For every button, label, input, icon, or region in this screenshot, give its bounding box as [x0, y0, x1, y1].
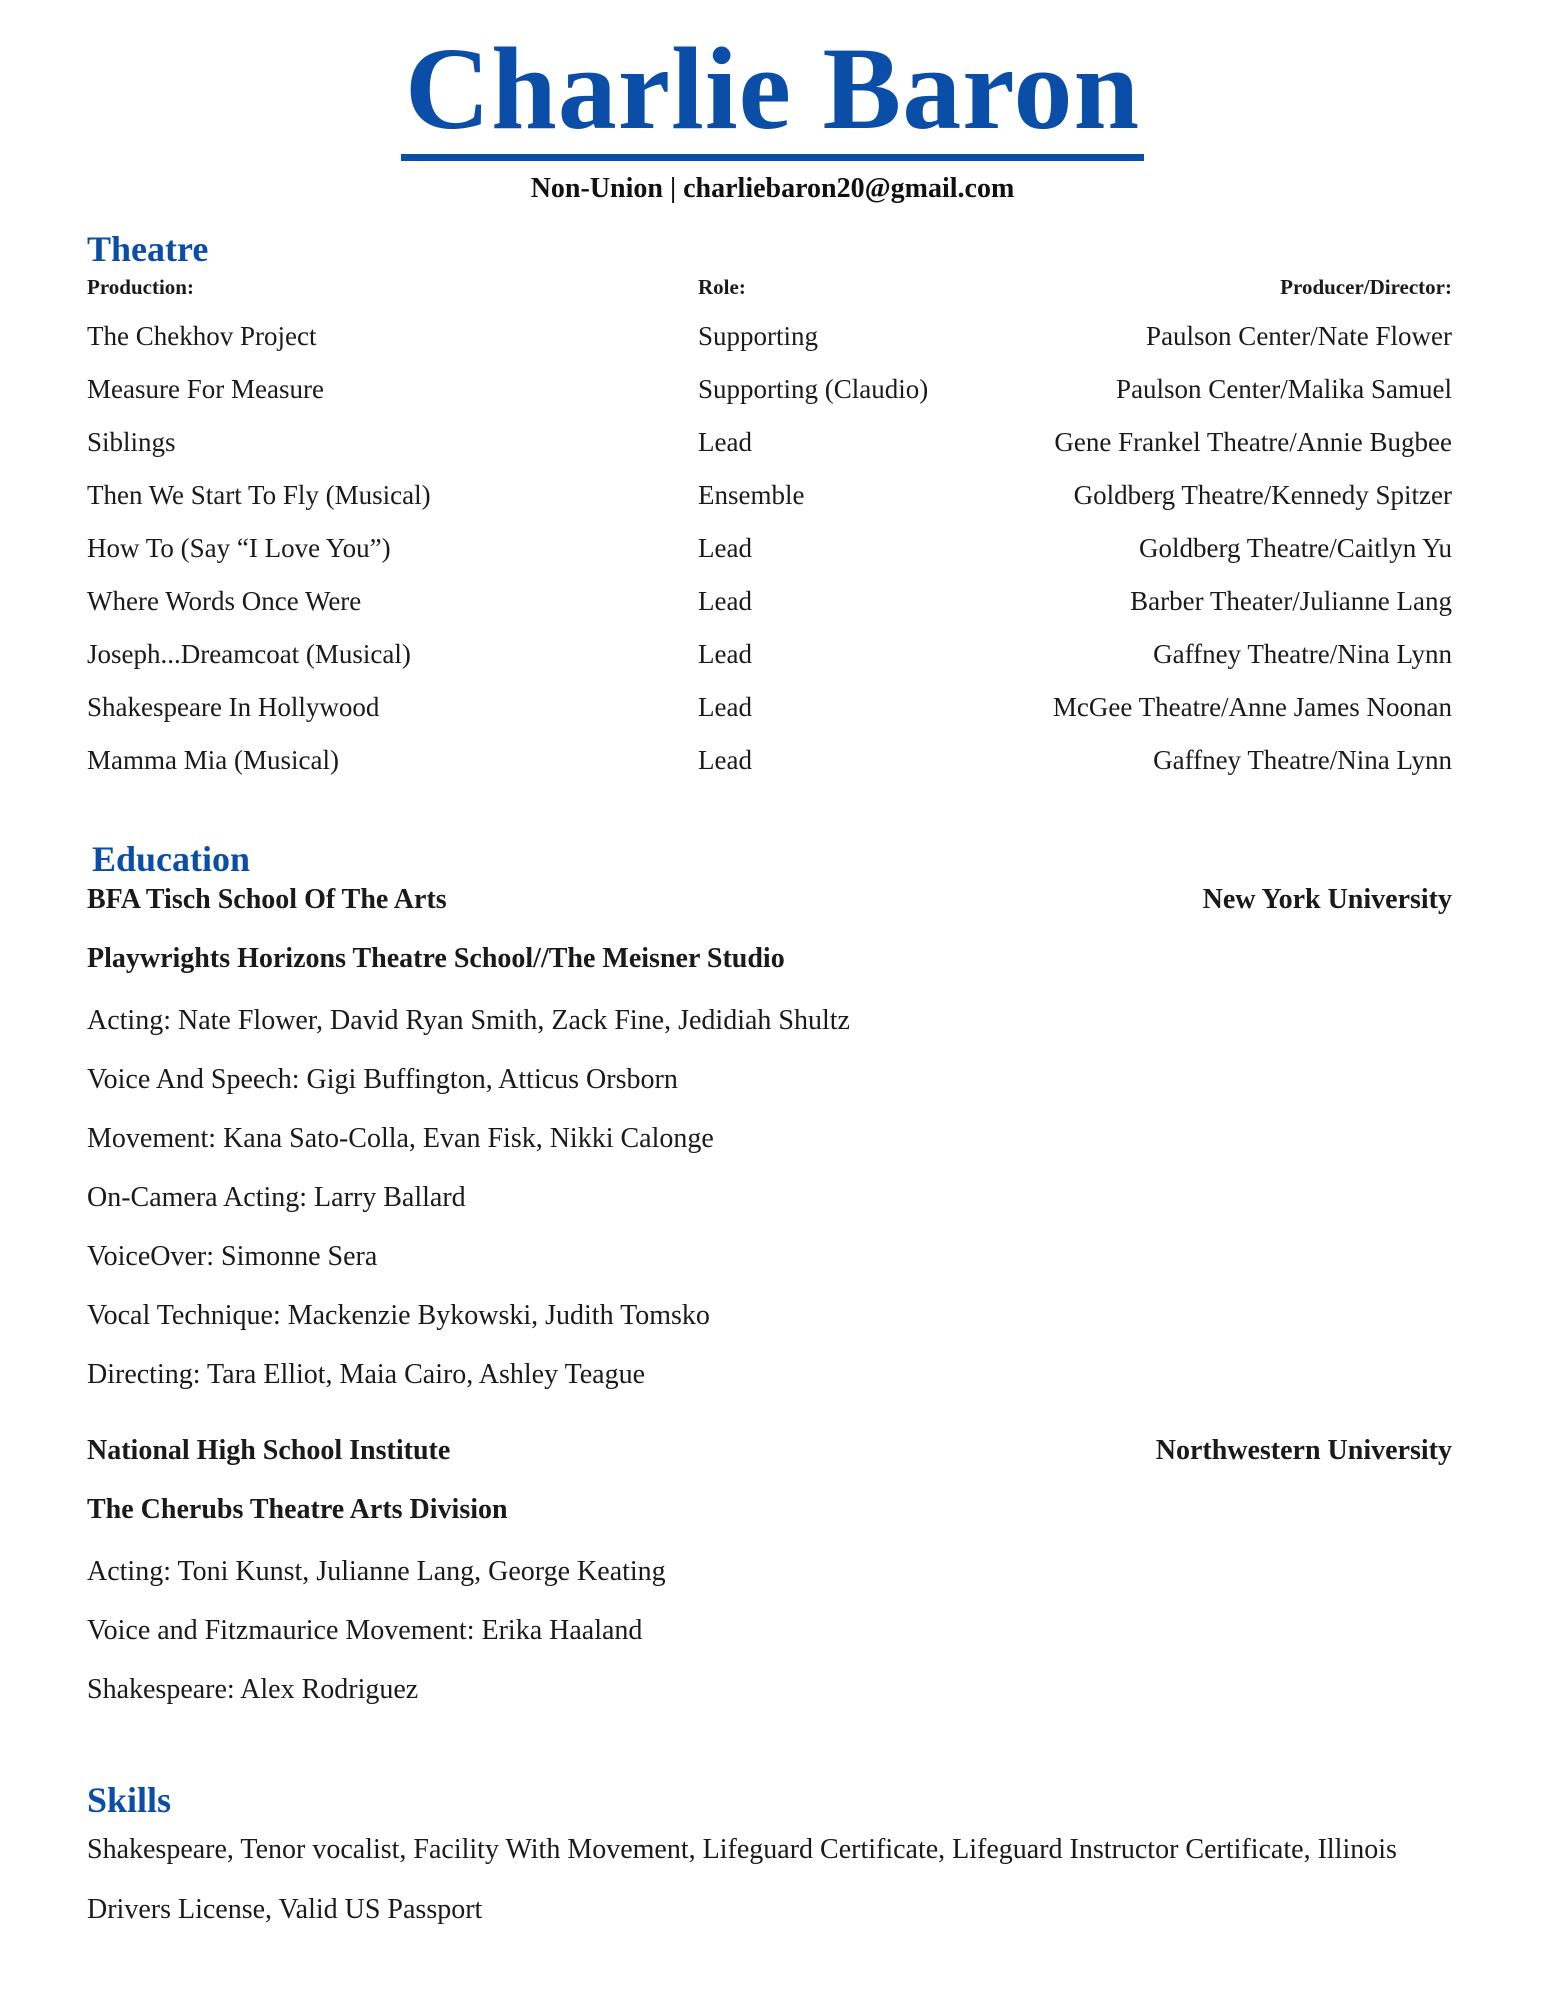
- table-row: [87, 474, 1452, 527]
- list-item: Voice And Speech: Gigi Buffington, Atticus Orsborn: [87, 1064, 678, 1095]
- skills-heading: Skills: [87, 1780, 172, 1820]
- northwestern-division: The Cherubs Theatre Arts Division: [87, 1494, 508, 1525]
- director-cell: Paulson Center/Malika Samuel: [1116, 374, 1452, 404]
- role-cell: Lead: [698, 586, 752, 616]
- resume-header: [0, 23, 1545, 205]
- production-cell: Siblings: [87, 427, 176, 457]
- nyu-program: BFA Tisch School Of The Arts: [87, 884, 447, 915]
- role-cell: Lead: [698, 639, 752, 669]
- production-cell: The Chekhov Project: [87, 321, 317, 351]
- table-row: [87, 739, 1452, 792]
- list-item: Directing: Tara Elliot, Maia Cairo, Ashley Teague: [87, 1359, 646, 1390]
- role-cell: Ensemble: [698, 480, 805, 510]
- role-cell: Lead: [698, 533, 752, 563]
- production-cell: Joseph...Dreamcoat (Musical): [87, 639, 411, 669]
- production-cell: Measure For Measure: [87, 374, 324, 404]
- director-cell: McGee Theatre/Anne James Noonan: [1052, 692, 1452, 722]
- list-item: Voice and Fitzmaurice Movement: Erika Haaland: [87, 1615, 643, 1646]
- theatre-credits-table: [87, 315, 1452, 792]
- table-row: [87, 315, 1452, 368]
- skills-list: Shakespeare, Tenor vocalist, Facility With Movement, Lifeguard Certificate, Lifeguard Instructor Certificate, Illinois Drivers License, Valid US Passport: [87, 1834, 1397, 1925]
- northwestern-school: Northwestern University: [1155, 1435, 1452, 1466]
- list-item: On-Camera Acting: Larry Ballard: [87, 1182, 466, 1213]
- list-item: Vocal Technique: Mackenzie Bykowski, Judith Tomsko: [87, 1300, 710, 1331]
- role-cell: Lead: [698, 427, 752, 457]
- contact-line: Non-Union | charliebaron20@gmail.com: [530, 173, 1015, 204]
- table-row: [87, 686, 1452, 739]
- role-cell: Supporting: [698, 321, 819, 351]
- role-cell: Supporting (Claudio): [698, 374, 929, 404]
- role-cell: Lead: [698, 745, 752, 775]
- director-cell: Paulson Center/Nate Flower: [1146, 321, 1452, 351]
- list-item: Shakespeare: Alex Rodriguez: [87, 1674, 419, 1705]
- list-item: Acting: Nate Flower, David Ryan Smith, Zack Fine, Jedidiah Shultz: [87, 1005, 850, 1036]
- production-cell: Shakespeare In Hollywood: [87, 692, 380, 722]
- list-item: VoiceOver: Simonne Sera: [87, 1241, 378, 1272]
- list-item: Acting: Toni Kunst, Julianne Lang, George Keating: [87, 1556, 666, 1587]
- production-cell: Mamma Mia (Musical): [87, 745, 339, 775]
- table-row: [87, 580, 1452, 633]
- education-heading: Education: [92, 839, 251, 879]
- table-row: [87, 633, 1452, 686]
- actor-name: Charlie Baron: [401, 30, 1144, 161]
- director-cell: Goldberg Theatre/Kennedy Spitzer: [1073, 480, 1452, 510]
- nyu-studio: Playwrights Horizons Theatre School//The Meisner Studio: [87, 943, 785, 974]
- director-cell: Gaffney Theatre/Nina Lynn: [1153, 745, 1452, 775]
- production-cell: Where Words Once Were: [87, 586, 362, 616]
- role-cell: Lead: [698, 692, 752, 722]
- nyu-training-list: [87, 1001, 850, 1414]
- nyu-school: New York University: [1202, 884, 1452, 915]
- production-cell: Then We Start To Fly (Musical): [87, 480, 431, 510]
- table-row: [87, 368, 1452, 421]
- northwestern-training-list: [87, 1552, 666, 1729]
- table-row: [87, 421, 1452, 474]
- role-column-header: Role:: [698, 275, 746, 299]
- director-column-header: Producer/Director:: [1280, 275, 1452, 299]
- director-cell: Barber Theater/Julianne Lang: [1130, 586, 1452, 616]
- director-cell: Gene Frankel Theatre/Annie Bugbee: [1054, 427, 1452, 457]
- production-column-header: Production:: [87, 275, 194, 299]
- production-cell: How To (Say “I Love You”): [87, 533, 391, 563]
- list-item: Movement: Kana Sato-Colla, Evan Fisk, Nikki Calonge: [87, 1123, 714, 1154]
- director-cell: Goldberg Theatre/Caitlyn Yu: [1139, 533, 1452, 563]
- northwestern-program: National High School Institute: [87, 1435, 451, 1466]
- director-cell: Gaffney Theatre/Nina Lynn: [1153, 639, 1452, 669]
- table-row: [87, 527, 1452, 580]
- theatre-heading: Theatre: [87, 229, 209, 269]
